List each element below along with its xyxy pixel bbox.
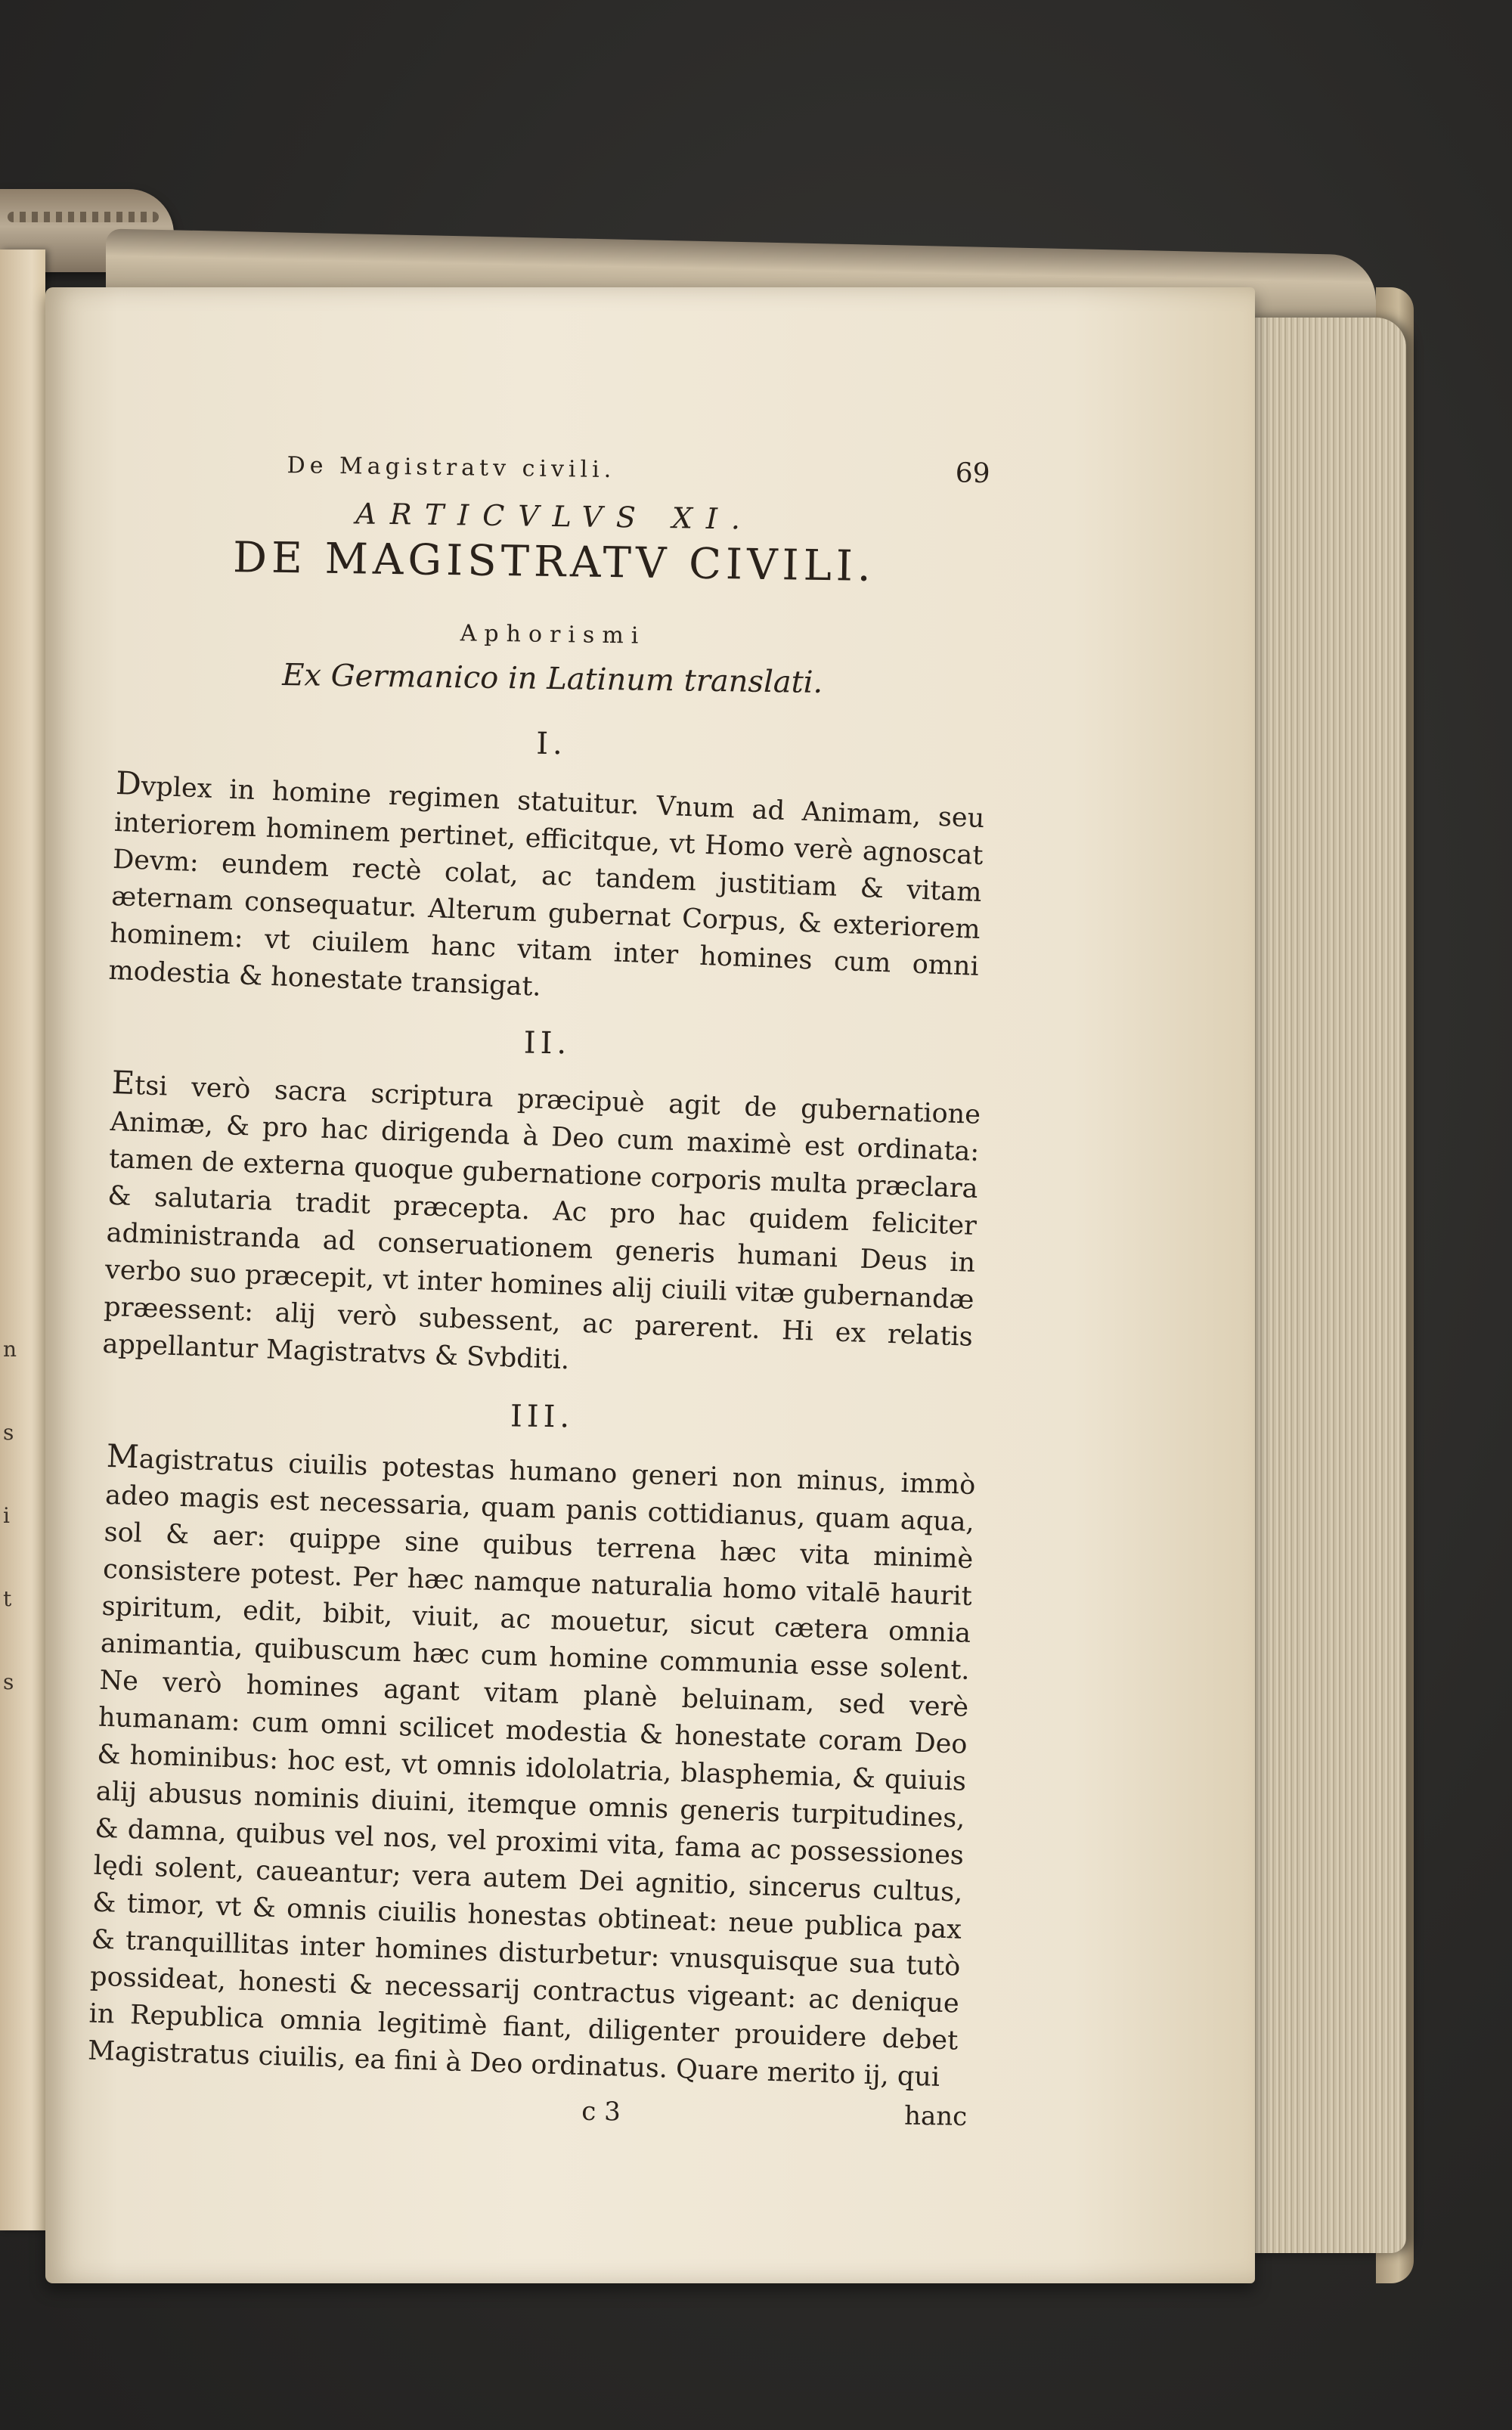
book-page [45,287,1255,2283]
previous-page-edge [0,250,45,2230]
aphorism-number: II. [523,1025,572,1062]
running-head [120,446,990,489]
section-subtitle: Aphorismi [460,620,646,649]
drop-letter: E [110,1063,136,1102]
aphorism-text [87,1437,976,2097]
aphorism-text [102,1064,981,1393]
aphorism-number: III. [510,1399,575,1435]
page-number: 69 [955,457,990,490]
aphorism-body: tsi verò sacra scriptura præcipuè agit de gubernatione Animæ, & pro hac dirigenda à Deo cum maximè est ordinata: tamen de externa quoque gubernatione corporis multa præclara & salutaria tradit præcepta. Ac pro hac quidem feliciter administranda ad conseruationem generis humani Deus in verbo suo præcepit, vt inter homines alij ciuili vitæ gubernandæ præessent: alij verò subessent, ac parerent. Hi ex relatis appellantur Magistratvs & Svbditi. [101,1070,981,1376]
drop-letter: M [106,1437,140,1476]
previous-page-letter: n [3,1337,17,1362]
article-label: ARTICVLVS XI. [355,497,754,536]
page-text-block [87,446,990,2132]
aphorism-text [108,764,986,1023]
page-footer [98,2090,967,2132]
book-fore-edge [1240,318,1406,2253]
article-title: DE MAGISTRATV CIVILI. [232,533,876,591]
previous-page-letter: s [3,1669,14,1694]
signature-mark: c 3 [581,2096,621,2128]
catchword: hanc [903,2100,968,2132]
translation-note: Ex Germanico in Latinum translati. [281,658,823,700]
aphorism-number: I. [535,726,568,762]
aphorism-body: agistratus ciuilis potestas humano generi non minus, immò adeo magis est necessaria, quam panis cottidianus, quam aqua, sol & aer: quippe sine quibus terrena hæc vita minimè consistere potest. Per hæc namque naturalia homo vitalē haurit spiritum, edit, bibit, viuit, ac mouetur, sicut cætera omnia animantia, quibuscum hæc cum homine communia esse solent. Ne verò homines agant vitam planè beluinam, sed verè humanam: cum omni scilicet modestia & honestate coram Deo & hominibus: hoc est, vt omnis idololatria, blasphemia, & quiuis alij abusus nominis diuini, itemque omnis generis turpitudines, & damna, quibus vel nos, vel proximi vita, fama ac possessiones lędi solent, caueantur; vera autem Dei agnitio, sincerus cultus, & timor, vt & omnis ciuilis honestas obtineat: neue publica pax & tranquillitas inter homines disturbetur: vnusquisque sua tutò possideat, honesti & necessarij contractus vigeant: ac denique in Republica omnia legitimè fiant, diligenter prouidere debet Magistratus ciuilis, ea fini à Deo ordinatus. Quare merito ij, qui [87,1444,976,2093]
running-head-title: De Magistratv civili. [287,452,616,484]
aphorism-body: vplex in homine regimen statuitur. Vnum ad Animam, seu interiorem hominem pertinet, efficitque, vt Homo verè agnoscat Devm: eundem rectè colat, ac tandem justitiam & vitam æternam consequatur. Alterum gubernat Corpus, & exteriorem hominem: vt ciuilem hanc vitam inter homines cum omni modestia & honestate transigat. [107,771,985,1003]
drop-letter: D [115,764,142,803]
previous-page-letter: s [3,1420,14,1445]
previous-page-letter: t [3,1586,12,1611]
previous-page-letter: i [3,1503,10,1528]
previous-page-letters [3,1308,17,1724]
